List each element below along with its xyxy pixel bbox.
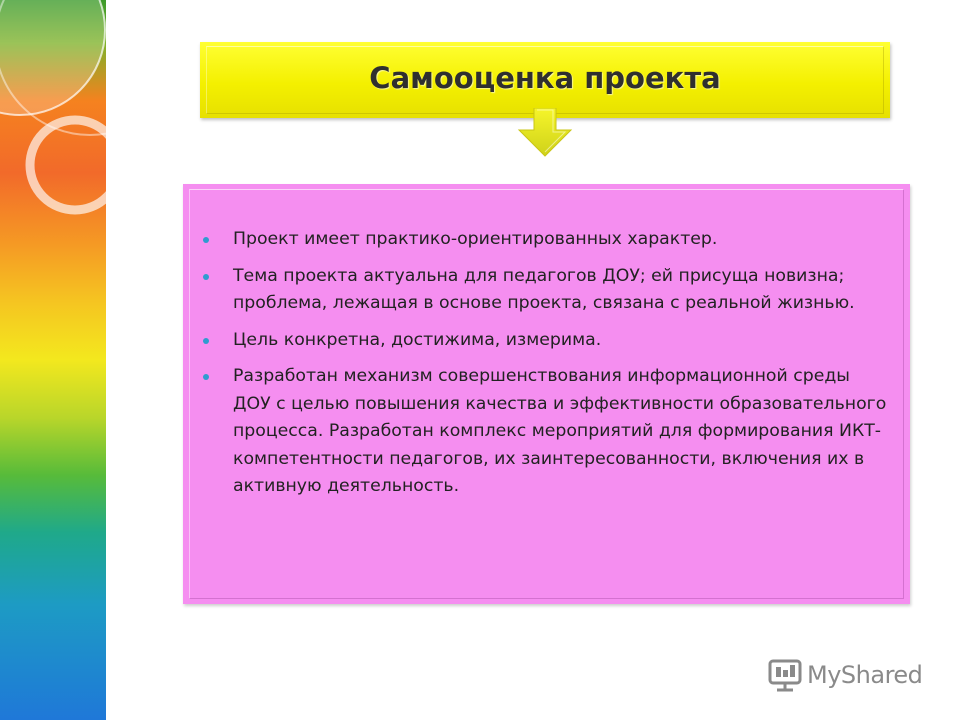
- bullet-icon: [203, 338, 209, 344]
- bullet-icon: [203, 374, 209, 380]
- bullet-icon: [203, 274, 209, 280]
- myshared-logo-icon: [767, 657, 803, 693]
- down-arrow-icon: [515, 108, 575, 160]
- watermark-text: MyShared: [807, 661, 923, 689]
- bullet-list: [233, 226, 893, 510]
- bullet-text: Тема проекта актуальна для педагогов ДОУ; ей присуща новизна; проблема, лежащая в основе проекта, связана с реальной жизнью.: [233, 265, 855, 313]
- watermark: [767, 655, 922, 695]
- list-item: [233, 327, 893, 355]
- list-item: [233, 226, 893, 254]
- list-item: [233, 263, 893, 318]
- slide-title: Самооценка проекта: [369, 61, 721, 95]
- bullet-text: Разработан механизм совершенствования информационной среды ДОУ с целью повышения качества и эффективности образовательного процесса. Разработан комплекс мероприятий для формирования ИКТ-компетентности педагогов, их заинтересованности, включения их в активную деятельность.: [233, 366, 887, 496]
- list-item: [233, 363, 893, 501]
- content-box: [183, 184, 910, 604]
- decorative-circles: [0, 0, 106, 720]
- bullet-icon: [203, 237, 209, 243]
- bullet-text: Цель конкретна, достижима, измерима.: [233, 329, 602, 350]
- bullet-text: Проект имеет практико-ориентированных характер.: [233, 229, 718, 249]
- title-banner: [200, 42, 890, 118]
